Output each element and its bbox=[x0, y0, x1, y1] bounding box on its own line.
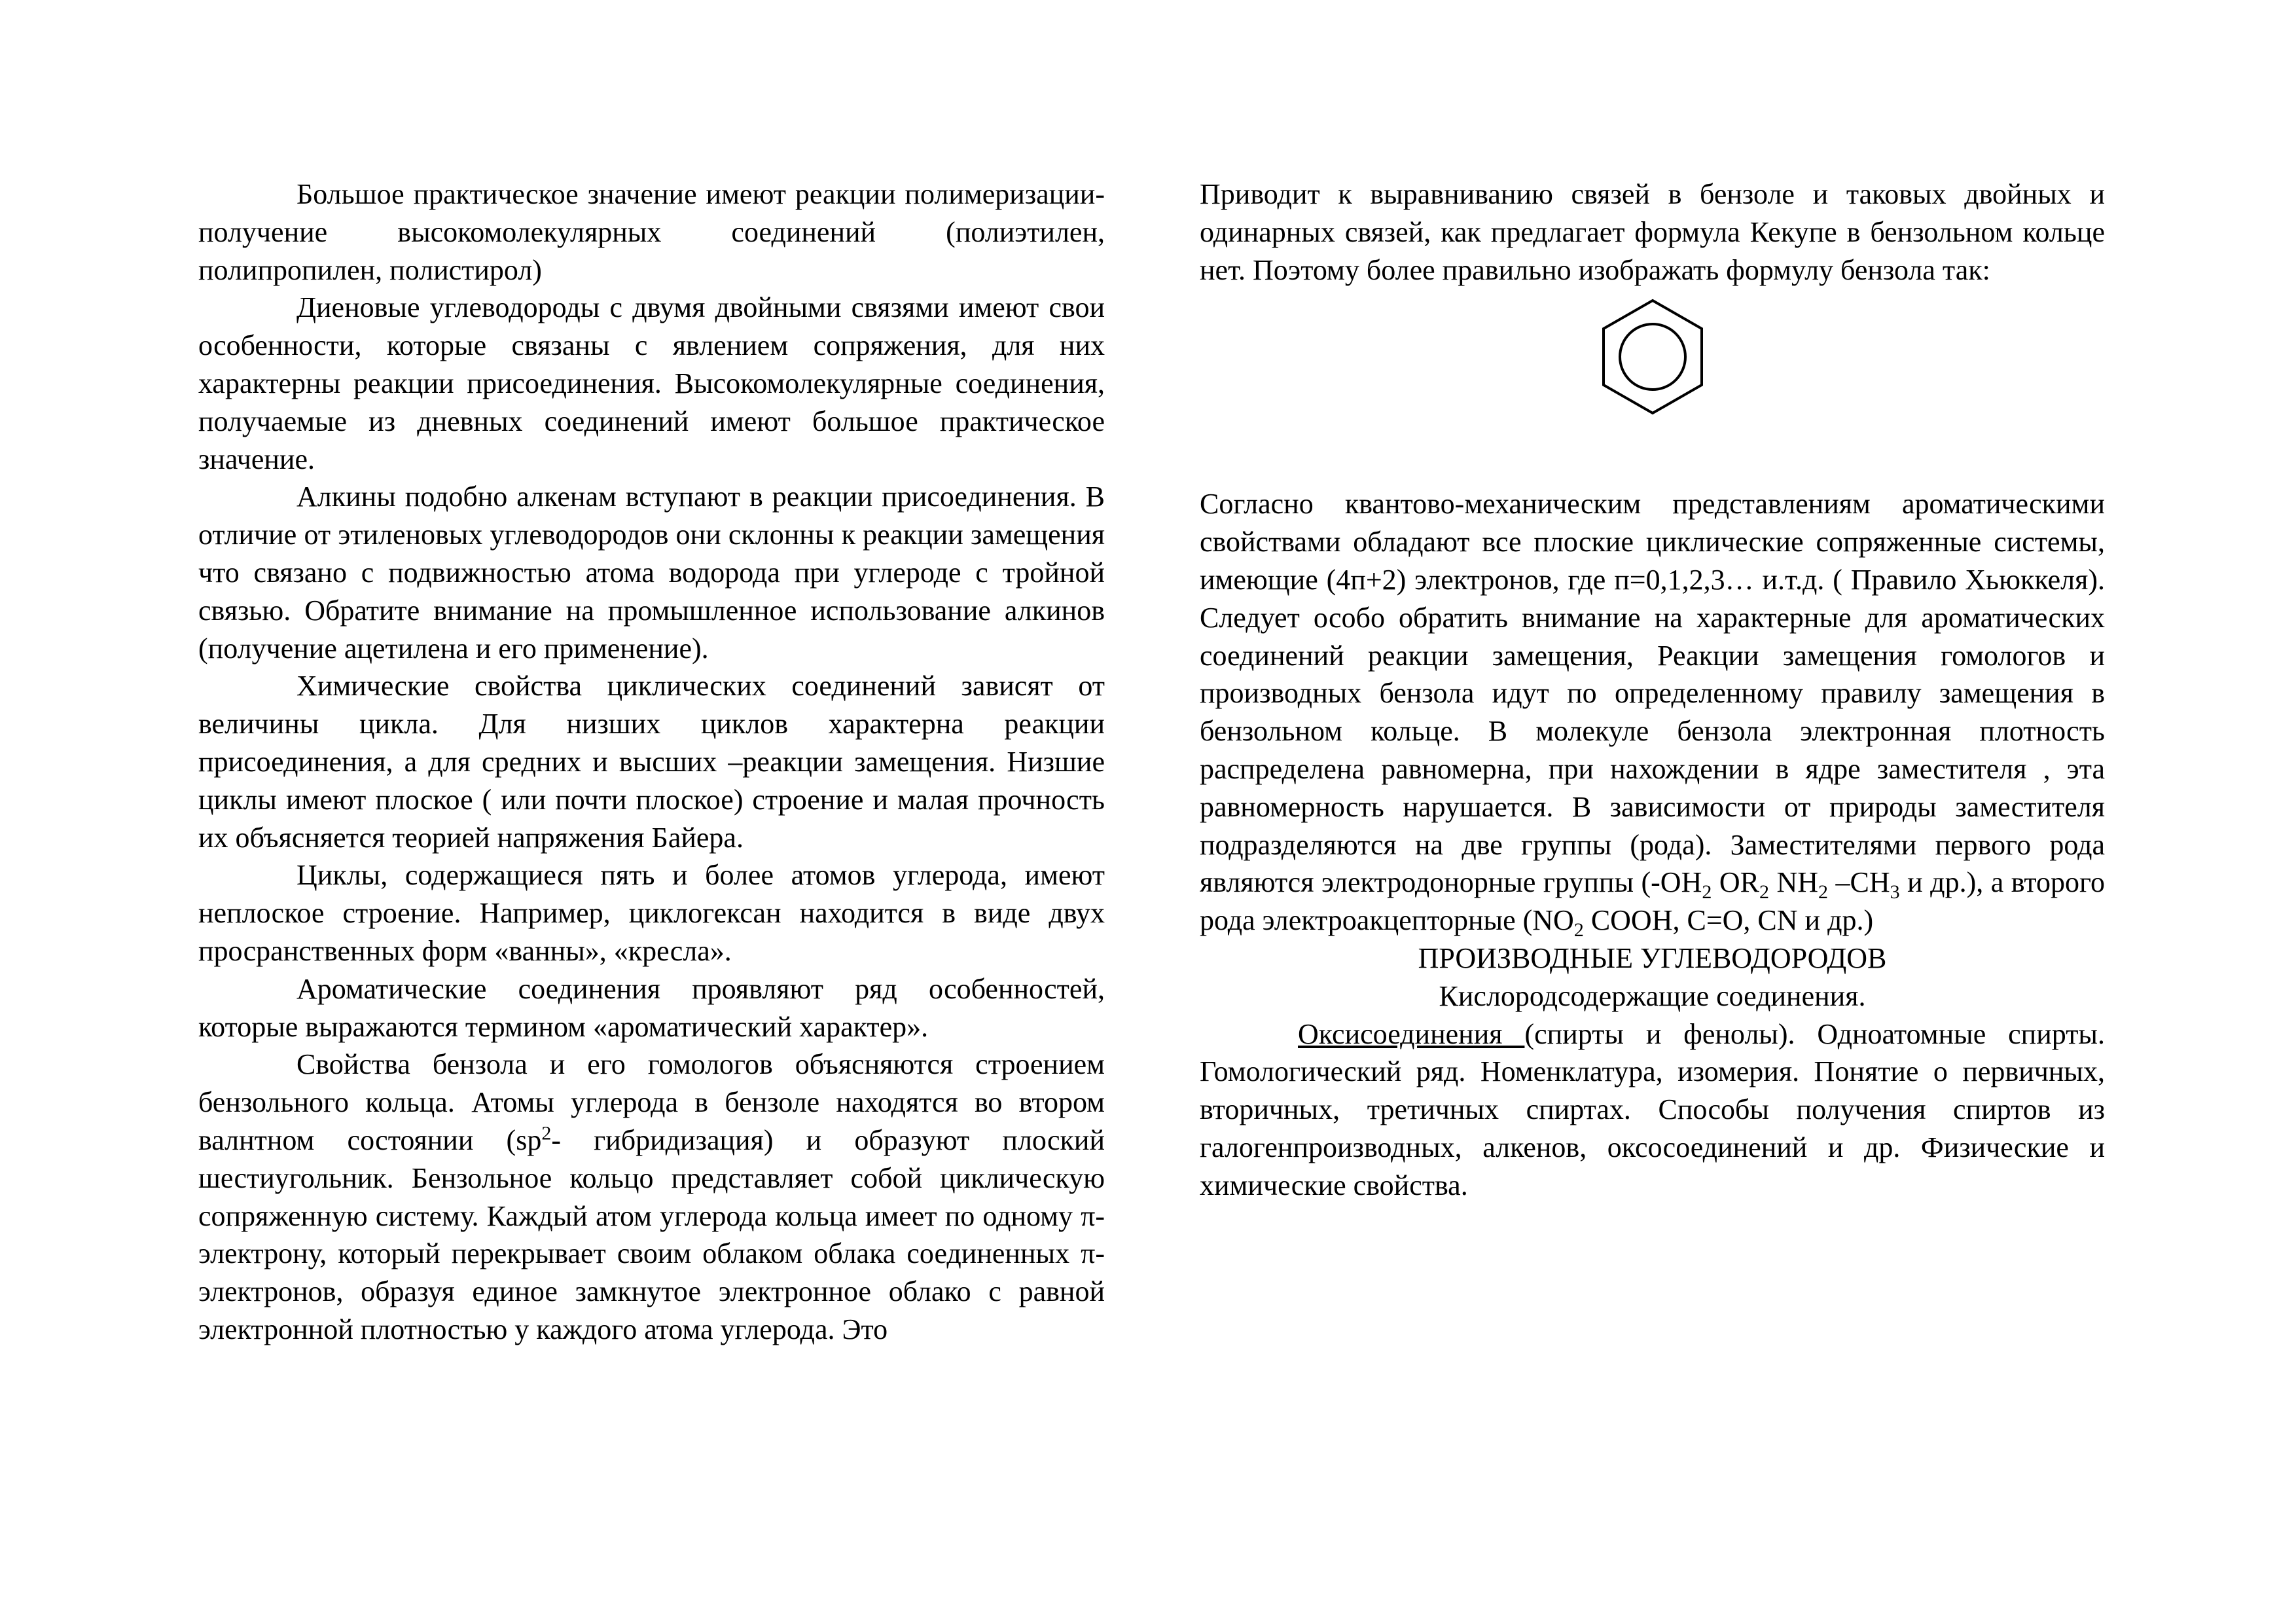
oxy-compounds-term: Оксисоединения bbox=[1298, 1017, 1525, 1050]
paragraph-benzene-properties bbox=[198, 1046, 1105, 1348]
paragraph-polymerization: Большое практическое значение имеют реакции полимеризации-получение высокомолекулярных соединений (полиэтилен, полипропилен, полистирол) bbox=[198, 178, 1105, 286]
paragraph-dienes: Диеновые углеводороды с двумя двойными связями имеют свои особенности, которые связаны с явлением сопряжения, для них характерны реакции присоединения. Высокомолекулярные соединения, получаемые из дневных соединений имеют большое практическое значение. bbox=[198, 291, 1105, 475]
benzene-formula bbox=[1200, 289, 2105, 454]
nh2-subscript: 2 bbox=[1818, 881, 1829, 903]
paragraph-alkynes: Алкины подобно алкенам вступают в реакции присоединения. В отличие от этиленовых углеводородов они склонны к реакции замещения что связано с подвижностью атома водорода при углероде с тройной связью. Обратите внимание на промышленное использование алкинов (получение ацетилена и его применение). bbox=[198, 481, 1105, 665]
paragraph-oxy-compounds bbox=[1200, 1015, 2105, 1205]
ch3-subscript: 3 bbox=[1890, 881, 1900, 903]
no2-subscript: 2 bbox=[1573, 919, 1584, 941]
paragraph-cycles-nonplanar: Циклы, содержащиеся пять и более атомов углерода, имеют неплоское строение. Например, циклогексан находится в виде двух просранственных форм «ванны», «кресла». bbox=[198, 859, 1105, 967]
benzene-text-part1: Свойства бензола и его гомологов объясняются строением бензольного кольца. Атомы углерода в бензоле находятся во втором валнтном состоянии (sp bbox=[198, 1048, 1105, 1156]
subsection-title: Кислородсодержащие соединения. bbox=[1439, 979, 1866, 1012]
huckel-text-c: NH bbox=[1768, 866, 1819, 899]
huckel-text-d: –CH bbox=[1828, 866, 1890, 899]
huckel-text-e: и др.), а второго рода электроакцепторные (NO bbox=[1200, 866, 2106, 937]
huckel-text-a: Согласно квантово-механическим представлениям ароматическими свойствами обладают все плоские циклические сопряженные системы, имеющие (4п+2) электронов, где п=0,1,2,3… и.т.д. ( Правило Хьюккеля). Следует особо обратить внимание на характерные для ароматических соединений реакции замещения, Реакции замещения гомологов и производных бензола идут по определенному правилу замещения в бензольном кольце. В молекуле бензола электронная плотность распределена равномерна, при нахождении в ядре заместителя , эта равномерность нарушается. В зависимости от природы заместителя подразделяются на две группы (рода). Заместителями первого рода являются электродонорные группы (-OH bbox=[1200, 488, 2105, 899]
paragraph-aromatic-compounds: Ароматические соединения проявляют ряд особенностей, которые выражаются термином «ароматический характер». bbox=[198, 972, 1105, 1043]
benzene-ring-icon bbox=[1597, 297, 1708, 417]
paragraph-bond-equalization: Приводит к выравниванию связей в бензоле и таковых двойных и одинарных связей, как предлагает формула Кекупе в бензольном кольце нет. Поэтому более правильно изображать формулу бензола так: bbox=[1200, 178, 2105, 286]
section-title: ПРОИЗВОДНЫЕ УГЛЕВОДОРОДОВ bbox=[1418, 941, 1887, 974]
oh2-subscript: 2 bbox=[1702, 881, 1712, 903]
paragraph-cyclic-compounds: Химические свойства циклических соединений зависят от величины цикла. Для низших циклов характерна реакции присоединения, а для средних и высших –реакции замещения. Низшие циклы имеют плоское ( или почти плоское) строение и малая прочность их объясняется теорией напряжения Байера. bbox=[198, 670, 1105, 854]
huckel-text-f: COOH, C=O, CN и др.) bbox=[1583, 904, 1874, 937]
oxy-compounds-text: (спирты и фенолы). Одноатомные спирты. Гомологический ряд. Номенклатура, изомерия. Понятие о первичных, вторичных, третичных спиртах. Способы получения спиртов из галогенпроизводных, алкенов, оксосоединений и др. Физические и химические свойства. bbox=[1200, 1017, 2105, 1201]
paragraph-huckel-rule bbox=[1200, 485, 2105, 939]
right-column bbox=[1200, 175, 2105, 1205]
huckel-text-b: OR bbox=[1712, 866, 1759, 899]
sp2-superscript: 2 bbox=[541, 1122, 552, 1144]
benzene-text-part2: - гибридизация) и образуют плоский шестиугольник. Бензольное кольцо представляет собой циклическую сопряженную систему. Каждый атом углерода кольца имеет по одному π-электрону, который перекрывает своим облаком облака соединенных π-электронов, образуя единое замкнутое электронное облако с равной электронной плотностью у каждого атома углерода. Это bbox=[198, 1123, 1105, 1345]
left-column bbox=[198, 175, 1105, 1349]
or2-subscript: 2 bbox=[1759, 881, 1769, 903]
